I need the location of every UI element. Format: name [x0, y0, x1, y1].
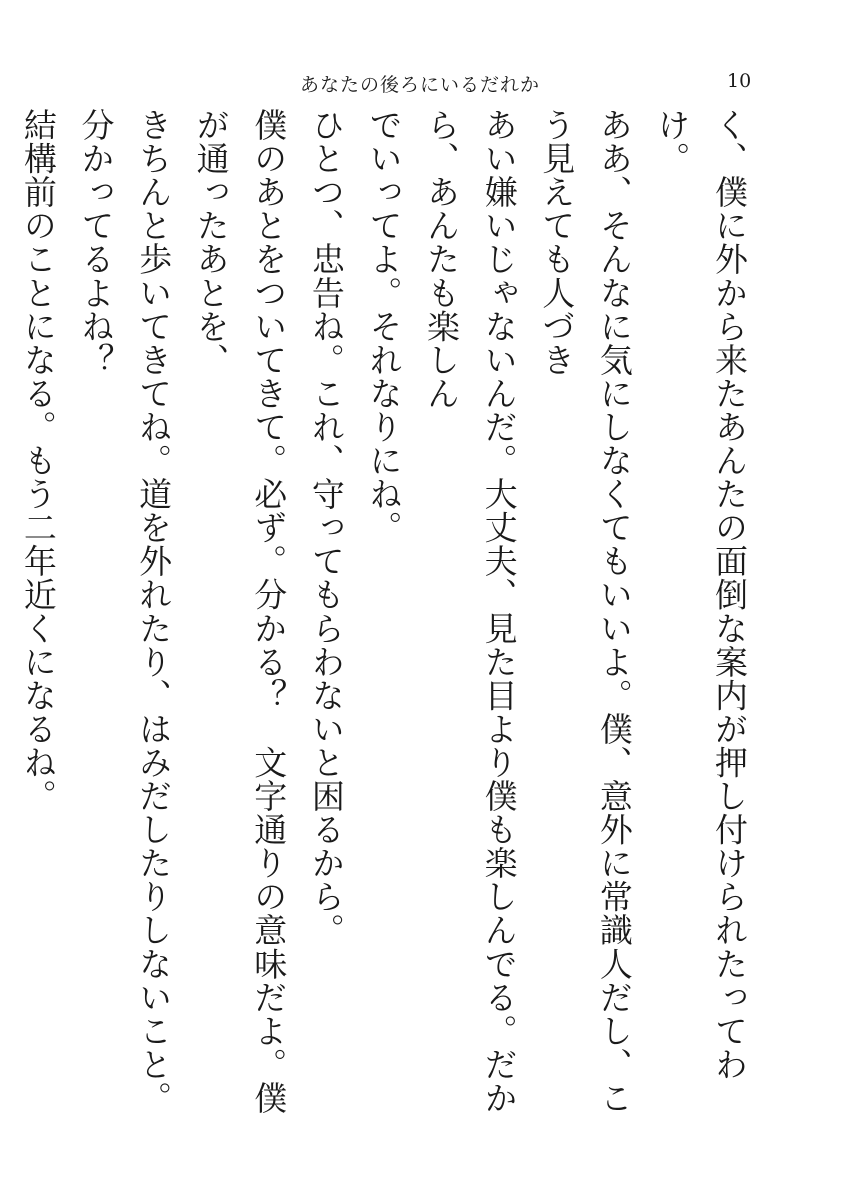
text-line: 結構前のことになる。もう二年近くになるね。	[18, 108, 58, 813]
text-line: あい嫌いじゃないんだ。大丈夫、見た目より僕も楽しんでる。だから、あんたも楽しん	[422, 108, 519, 1115]
body-text	[18, 108, 758, 1148]
page-number: 10	[727, 70, 752, 92]
running-header-title: あなたの後ろにいるだれか	[300, 74, 541, 96]
text-line: きちんと歩いてきてね。道を外れたり、はみだしたりしないこと。分かってるよね？	[76, 108, 174, 1115]
text-line: く、僕に外から来たあんたの面倒な案内が押し付けられたってわけ。	[652, 108, 749, 1081]
text-line: ひとつ、忠告ね。これ、守ってもらわないと困るから。	[306, 108, 346, 947]
text-line: でいってよ。それなりにね。	[364, 108, 404, 545]
text-line: 僕のあとをついてきて。必ず。分かる？ 文字通りの意味だよ。僕が通ったあとを、	[191, 108, 289, 1115]
text-line: ああ、そんなに気にしなくてもいいよ。僕、意外に常識人だし、こう見えても人づき	[537, 108, 634, 1115]
text-line	[0, 108, 9, 1148]
